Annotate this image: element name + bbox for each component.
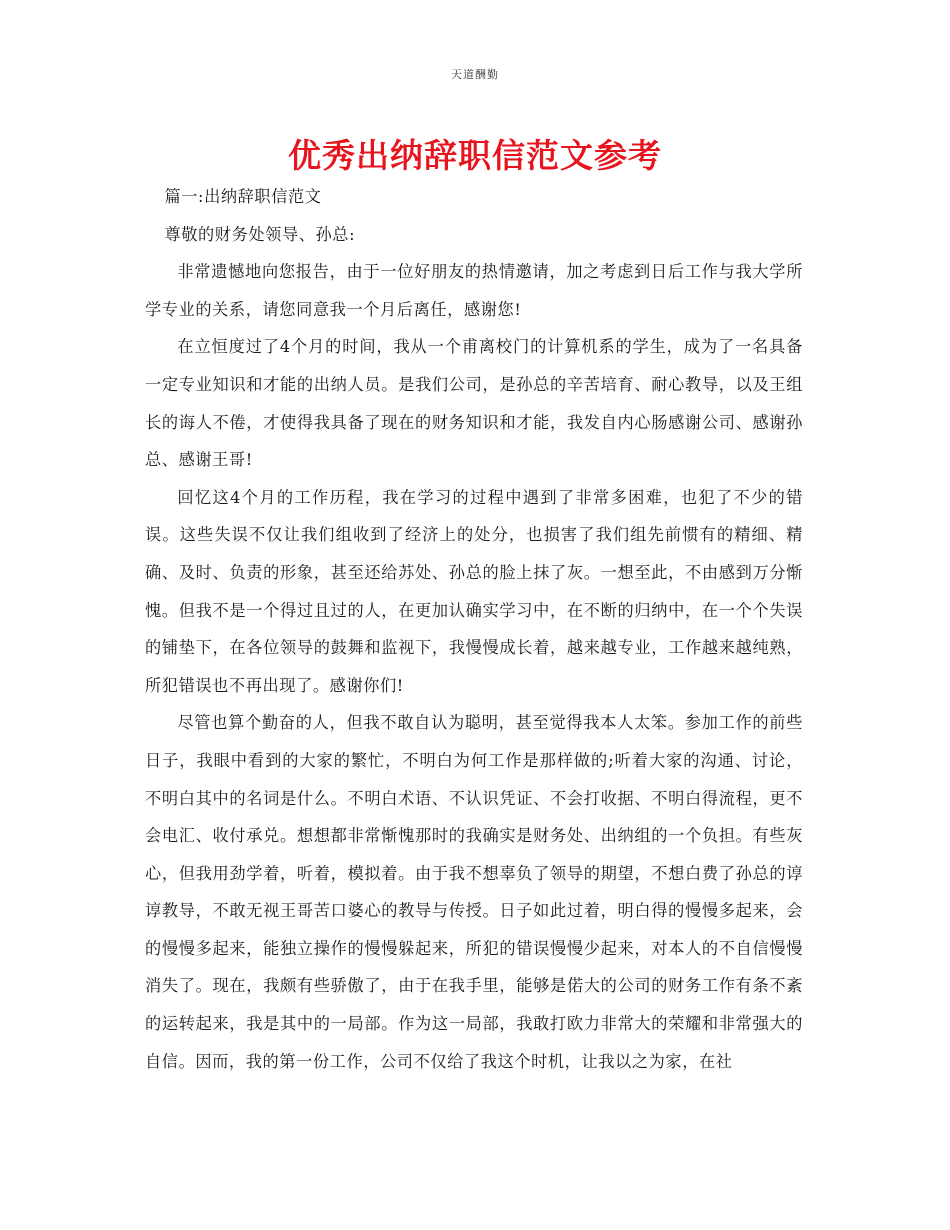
- document-title: 优秀出纳辞职信范文参考: [288, 136, 662, 175]
- body-paragraph: 尽管也算个勤奋的人，但我不敢自认为聪明，甚至觉得我本人太笨。参加工作的前些日子，我眼中看到的大家的繁忙，不明白为何工作是那样做的;听着大家的沟通、讨论，不明白其中的名词是什么。不明白术语、不认识凭证、不会打收据、不明白得流程，更不会电汇、收付承兑。想想都非常惭愧那时的我确实是财务处、出纳组的一个负担。有些灰心，但我用劲学着，听着，模拟着。由于我不想辜负了领导的期望，不想白费了孙总的谆谆教导，不敢无视王哥苦口婆心的教导与传授。日子如此过着，明白得的慢慢多起来，会的慢慢多起来，能独立操作的慢慢躲起来，所犯的错误慢慢少起来，对本人的不自信慢慢消失了。现在，我颇有些骄傲了，由于在我手里，能够是偌大的公司的财务工作有条不紊的运转起来，我是其中的一局部。作为这一局部，我敢打欧力非常大的荣耀和非常强大的自信。因而，我的第一份工作，公司不仅给了我这个时机，让我以之为家，在社: [145, 713, 803, 1071]
- body-paragraph: 非常遗憾地向您报告，由于一位好朋友的热情邀请，加之考虑到日后工作与我大学所学专业的关系，请您同意我一个月后离任，感谢您!: [145, 262, 803, 319]
- section-heading: 篇一:出纳辞职信范文: [164, 187, 322, 206]
- document-body: [145, 178, 803, 1080]
- salutation: 尊敬的财务处领导、孙总:: [164, 224, 356, 244]
- header-note: 天道酬勤: [451, 68, 499, 81]
- body-paragraph: 回忆这4个月的工作历程，我在学习的过程中遇到了非常多困难，也犯了不少的错误。这些失误不仅让我们组收到了经济上的处分，也损害了我们组先前惯有的精细、精确、及时、负责的形象，甚至还给苏处、孙总的脸上抹了灰。一想至此，不由感到万分惭愧。但我不是一个得过且过的人，在更加认确实学习中，在不断的归纳中，在一个个失误的铺垫下，在各位领导的鼓舞和监视下，我慢慢成长着，越来越专业，工作越来越纯熟，所犯错误也不再出现了。感谢你们!: [145, 487, 803, 695]
- body-paragraph: 在立恒度过了4个月的时间，我从一个甫离校门的计算机系的学生，成为了一名具备一定专业知识和才能的出纳人员。是我们公司，是孙总的辛苦培育、耐心教导，以及王组长的诲人不倦，才使得我具备了现在的财务知识和才能，我发自内心肠感谢公司、感谢孙总、感谢王哥!: [145, 337, 803, 470]
